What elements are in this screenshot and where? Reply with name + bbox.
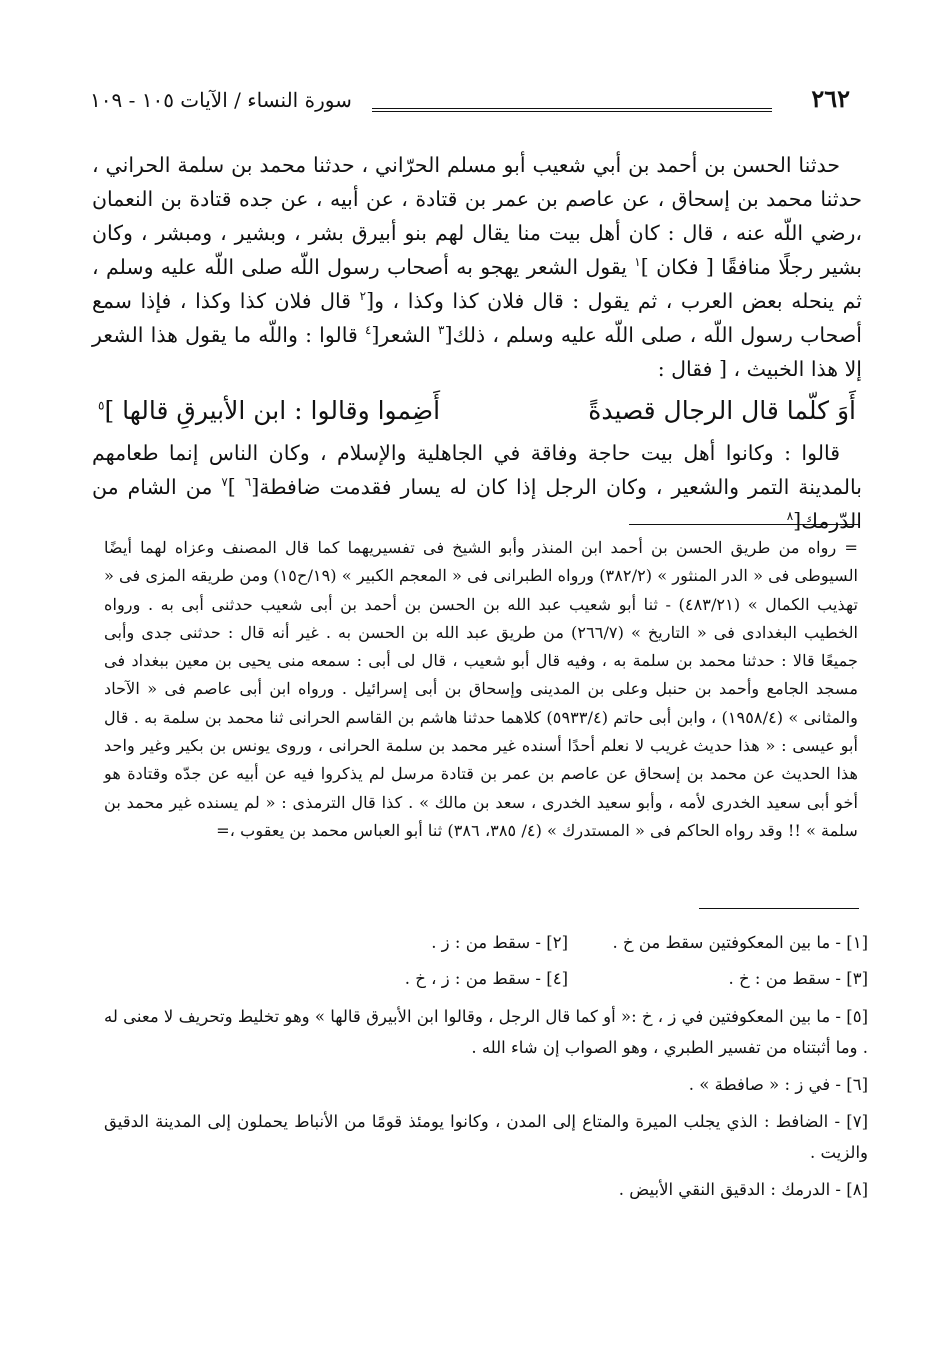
footnote-item: [٣] - سقط من : خ . — [728, 969, 868, 988]
footnote-row — [104, 925, 868, 961]
page-number: ٢٦٢ — [811, 84, 850, 113]
footnote-item: [٨] - الدرمك : الدقيق النقي الأبيض . — [618, 1180, 868, 1199]
poem-verse — [92, 390, 862, 432]
header-rule — [372, 108, 772, 115]
footnote-list — [104, 925, 868, 1205]
surah-title: سورة النساء / الآيات ١٠٥ - ١٠٩ — [90, 88, 352, 112]
poem-hemistich: أَضِموا وقالوا : ابن الأبيرقِ قالها ]$^٥$ — [98, 396, 441, 425]
main-paragraph: حدثنا الحسن بن أحمد بن أبي شعيب أبو مسلم الحرّاني ، حدثنا محمد بن سلمة الحراني ، حدثنا محمد بن إسحاق ، عن عاصم بن عمر بن قتادة ، عن أبيه ، عن جده قتادة بن النعمان ،رضي اللّه عنه ، قال : كان أهل بيت منا يقال لهم بنو أبيرق بشر ، وبشير ، ومبشر ، وكان بشير رجلًا منافقًا [ فكان ]$^١$ يقول الشعر يهجو به أصحاب رسول اللّه صلى اللّه عليه وسلم ، ثم ينحله بعض العرب ، ثم يقول : قال فلان كذا وكذا ، و[$^٢$ قال فلان كذا وكذا ، فإذا سمع أصحاب رسول اللّه ، صلى اللّه عليه وسلم ، ذلك[$^٣$ الشعر[$^٤$ قالوا : واللّه ما يقول هذا الشعر إلا هذا الخبيث ، [ فقال : — [92, 153, 862, 381]
main-paragraph: قالوا : وكانوا أهل بيت حاجة وفاقة في الجاهلية والإسلام ، وكان الناس إنما طعامهم بالمدينة التمر والشعير ، وكان الرجل إذا كان له يسار فقدمت ضافطة[$^٦$ ]$^٧$ من الشام من الدّرمك[$^٨$ — [92, 441, 863, 533]
page-header — [90, 84, 850, 124]
footnote-item: [٥] - ما بين المعكوفتين في ز ، خ :« أو كما قال الرجل ، وقالوا ابن الأبيرق قالها » وهو تخليط وتحريف لا معنى له . وما أثبتناه من تفسير الطبري ، وهو الصواب إن شاء الله . — [104, 1007, 868, 1057]
commentary-footnote — [104, 534, 858, 845]
footnote-item: [١] - ما بين المعكوفتين سقط من خ . — [612, 933, 868, 952]
footnote-marker: ١ — [634, 255, 641, 270]
footnote-marker: ٥ — [98, 398, 105, 413]
footnote-marker: ٢ — [359, 289, 367, 304]
footnote-divider — [629, 524, 859, 525]
footnote-marker: ٨ — [786, 509, 794, 524]
footnote-item: [٤] - سقط من : ز ، خ . — [404, 969, 568, 988]
footnote-row — [104, 961, 868, 997]
footnote-marker: ٣ — [438, 323, 445, 338]
poem-hemistich: أَوَ كلّما قال الرجال قصيدةً — [588, 396, 856, 425]
footnote-marker: ٦ — [244, 475, 252, 490]
footnote-item: [٦] - في ز : « صافطة » . — [688, 1075, 868, 1094]
footnote-item: [٧] - الضافط : الذي يجلب الميرة والمتاع إلى المدن ، وكانوا يومئذ قومًا من الأنباط يحملون إلى المدينة الدقيق والزيت . — [104, 1112, 868, 1162]
footnote-marker: ٤ — [364, 323, 372, 338]
footnote-item: [٢] - سقط من : ز . — [431, 933, 568, 952]
footnote-marker: ٧ — [221, 475, 228, 490]
commentary-text: = رواه من طريق الحسن بن أحمد ابن المنذر وأبو الشيخ فى تفسيريهما كما قال المصنف وعزاه لهما أيضًا السيوطى فى « الدر المنثور » (٣٨٢/٢) ورواه الطبرانى فى « المعجم الكبير » (١٩/ح١٥) ومن طريقه المزى فى « تهذيب الكمال » (٤٨٣/٢١) - ثنا أبو شعيب عبد الله بن الحسن بن أحمد بن أبى شعيب حدثنى أبى به . ورواه الخطيب البغدادى فى « التاريخ » (٢٦٦/٧) من طريق عبد الله بن الحسن به . غير أنه قال : حدثنى جدى وأبى جميعًا قالا : حدثنا محمد بن سلمة به ، وفيه قال أبو شعيب ، قال لى أبى : سمعه منى يحيى بن معين ببغداد فى مسجد الجامع وأحمد بن حنبل وعلى بن المدينى وإسحاق بن أبى إسرائيل . ورواه ابن أبى عاصم فى « الآحاد والمثانى » (١٩٥٨/٤) ، وابن أبى حاتم (٥٩٣٣/٤) كلاهما حدثنا هاشم بن القاسم الحرانى ثنا محمد بن سلمة به . قال أبو عيسى : « هذا حديث غريب لا نعلم أحدًا أسنده غير محمد بن سلمة الحرانى ، وروى يونس بن بكير وغير واحد هذا الحديث عن محمد بن إسحاق عن عاصم بن عمر بن قتادة مرسل لم يذكروا فيه عن أبيه عن جدّه وقتادة هو أخو أبى سعيد الخدرى لأمه ، وأبو سعيد الخدرى ، سعد بن مالك » . كذا قال الترمذى : « لم يسنده غير محمد بن سلمة » !! وقد رواه الحاكم فى « المستدرك » (٤/ ٣٨٥، ٣٨٦) ثنا أبو العباس محمد بن يعقوب ،= — [104, 538, 859, 840]
main-text — [92, 148, 862, 538]
